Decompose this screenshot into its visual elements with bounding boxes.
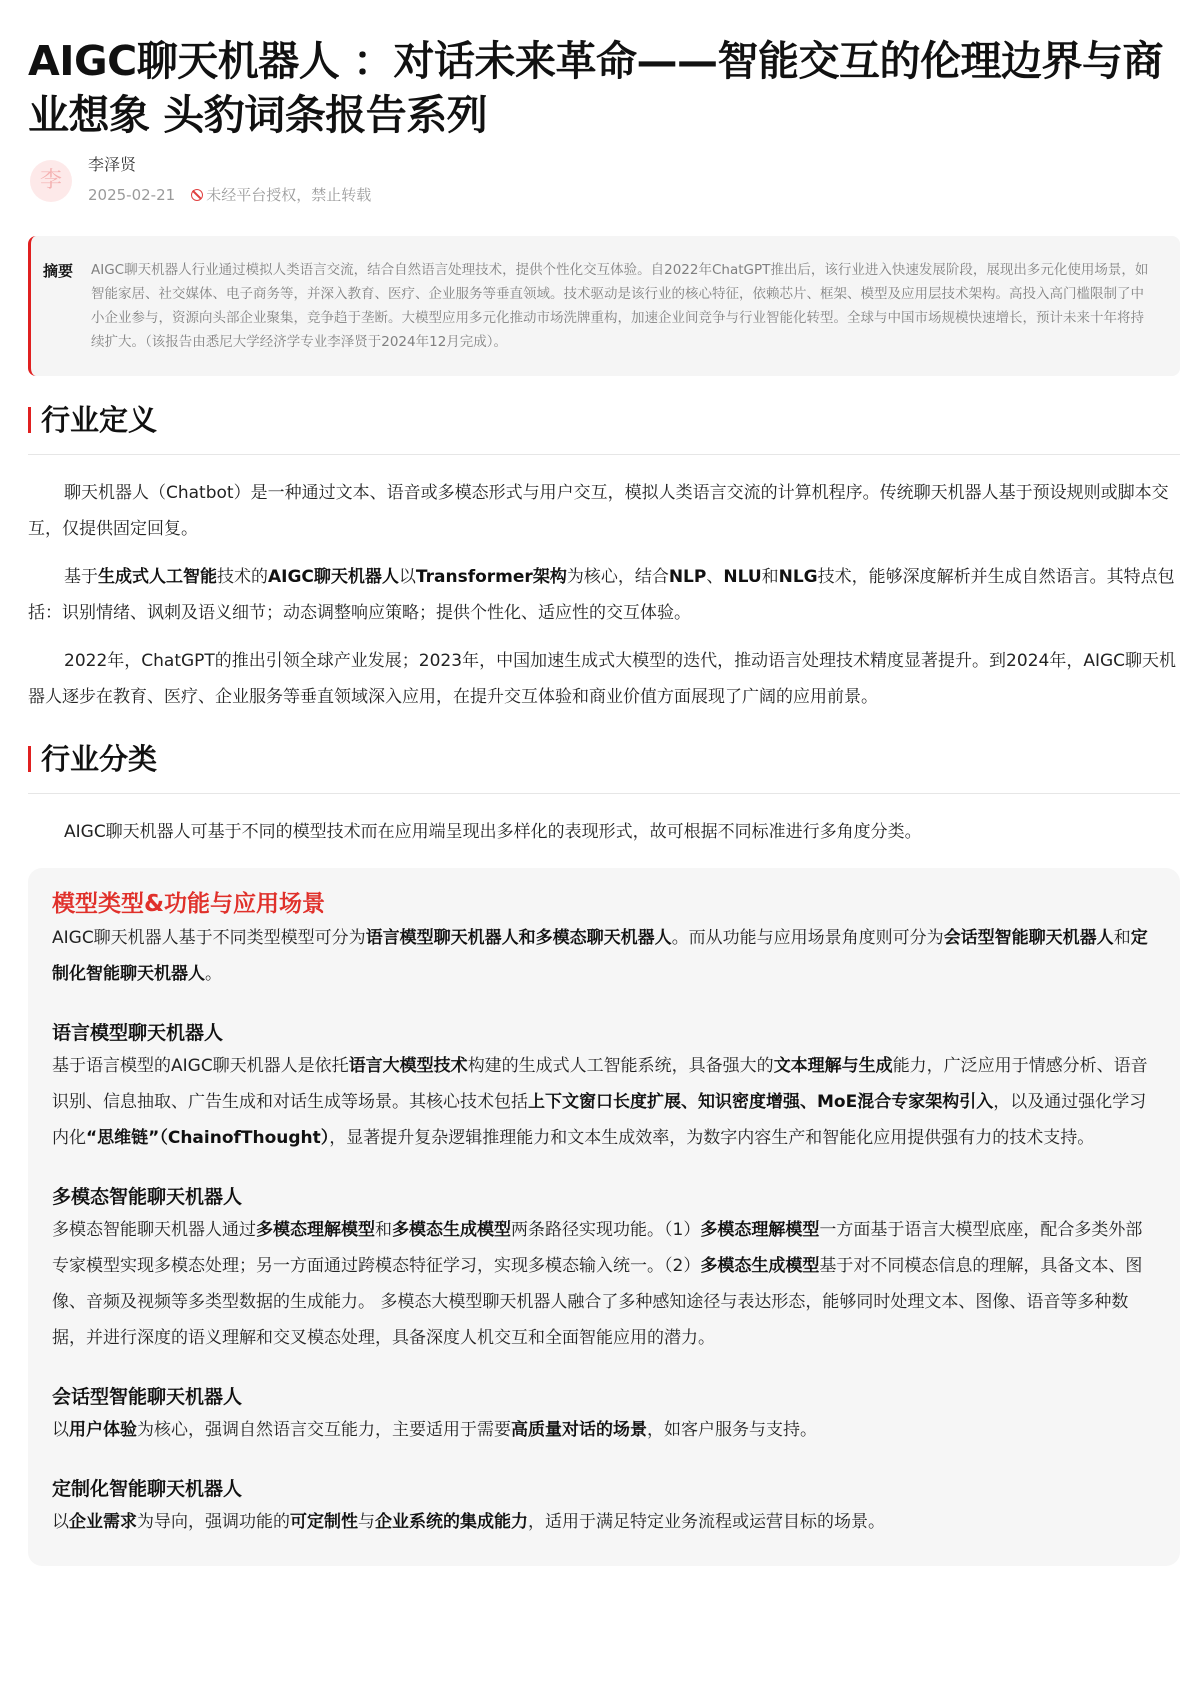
bold-text: NLU	[723, 567, 762, 587]
item-text	[52, 1048, 1156, 1156]
copyright-notice	[191, 184, 371, 205]
text-segment: AIGC聊天机器人基于不同类型模型可分为	[52, 928, 366, 948]
text-segment: 以	[52, 1420, 69, 1440]
bold-text: 文本理解与生成	[773, 1056, 893, 1076]
definition-body	[28, 475, 1180, 715]
text-segment: 以	[52, 1512, 69, 1532]
bold-text: NLP	[668, 567, 707, 587]
card-title: 模型类型&功能与应用场景	[52, 891, 326, 917]
text-segment: 技术的	[217, 567, 268, 587]
text-segment: 以	[398, 567, 416, 587]
classification-card	[28, 868, 1180, 1566]
article-title: AIGC聊天机器人 ：对话未来革命——智能交互的伦理边界与商业想象 头豹词条报告系列	[28, 37, 1163, 139]
text-segment: 两条路径实现功能。（1）	[511, 1220, 701, 1240]
text-segment: 基于	[64, 567, 98, 587]
ban-icon	[191, 189, 203, 201]
author-name[interactable]: 李泽贤	[88, 155, 137, 174]
text-segment: 一方面基于语言大模型底座，配合多类外部专家模型实现多模态处理；另一方面通过跨模态特征学习，实现多模态输入统一。（2）	[52, 1220, 1143, 1276]
section-title: 行业分类	[41, 742, 158, 776]
definition-paragraph-2	[28, 559, 1180, 631]
text-segment: 构建的生成式人工智能系统，具备强大的	[467, 1056, 774, 1076]
bold-text: “思维链”（ChainofThought）	[86, 1128, 330, 1148]
bold-text: Transformer架构	[415, 567, 567, 587]
article-meta	[88, 184, 371, 205]
bold-text: 语言模型聊天机器人和多模态聊天机器人	[365, 928, 672, 948]
text-segment: 和	[1113, 928, 1131, 948]
item-heading: 多模态智能聊天机器人	[52, 1186, 243, 1208]
bold-text: 高质量对话的场景	[511, 1420, 647, 1440]
summary-label: 摘要	[43, 262, 74, 280]
text-segment: ，显著提升复杂逻辑推理能力和文本生成效率，为数字内容生产和智能化应用提供强有力的技术支持。	[329, 1128, 1095, 1148]
text-segment: 与	[358, 1512, 375, 1532]
bold-text: NLG	[778, 567, 818, 587]
section-accent-bar	[28, 746, 31, 772]
card-intro	[52, 920, 1156, 992]
text-segment: 。	[205, 964, 222, 984]
item-heading: 会话型智能聊天机器人	[52, 1386, 243, 1408]
text-segment: 基于语言模型的AIGC聊天机器人是依托	[52, 1056, 349, 1076]
text-segment: 技术，能够深度解析并生成自然语言。其特点包括：识别情绪、讽刺及语义细节；动态调整响应策略；提供个性化、适应性的交互体验。	[28, 567, 1175, 623]
bold-text: 生成式人工智能	[98, 567, 217, 587]
text-segment: 和	[375, 1220, 392, 1240]
bold-text: 企业系统的集成能力	[375, 1512, 528, 1532]
item-text	[52, 1504, 1156, 1540]
text-segment: ，以及通过强化学习内化	[52, 1092, 1147, 1148]
section-heading-classification	[28, 741, 1180, 794]
bold-text: AIGC聊天机器人	[268, 567, 399, 587]
bold-text: 上下文窗口长度扩展、知识密度增强、MoE混合专家架构引入	[528, 1092, 994, 1112]
bold-text: 可定制性	[290, 1512, 358, 1532]
publish-date: 2025-02-21	[88, 185, 176, 204]
author-row	[28, 150, 1180, 220]
bold-text: 多模态生成模型	[700, 1256, 820, 1276]
text-segment: 为核心，强调自然语言交互能力，主要适用于需要	[137, 1420, 511, 1440]
summary-text: AIGC聊天机器人行业通过模拟人类语言交流，结合自然语言处理技术，提供个性化交互体验。自2022年ChatGPT推出后，该行业进入快速发展阶段，展现出多元化使用场景，如智能家居、社交媒体、电子商务等，并深入教育、医疗、企业服务等垂直领域。技术驱动是该行业的核心特征，依赖芯片、框架、模型及应用层技术架构。高投入高门槛限制了中小企业参与，资源向头部企业聚集，竞争趋于垄断。大模型应用多元化推动市场洗牌重构，加速企业间竞争与行业智能化转型。全球与中国市场规模快速增长，预计未来十年将持续扩大。（该报告由悉尼大学经济学专业李泽贤于2024年12月完成）。	[91, 262, 1149, 350]
bold-text: 多模态理解模型	[700, 1220, 820, 1240]
text-segment: 能力，广泛应用于情感分析、语音识别、信息抽取、广告生成和对话生成等场景。其核心技术包括	[52, 1056, 1148, 1112]
item-text	[52, 1212, 1156, 1356]
bold-text: 多模态理解模型	[256, 1220, 375, 1240]
item-text	[52, 1412, 1156, 1448]
bold-text: 多模态生成模型	[392, 1220, 511, 1240]
text-segment: ，适用于满足特定业务流程或运营目标的场景。	[528, 1512, 885, 1532]
item-heading: 定制化智能聊天机器人	[52, 1478, 243, 1500]
article-container	[28, 0, 1180, 1566]
definition-paragraph-1	[28, 475, 1180, 547]
bold-text: 语言大模型技术	[348, 1056, 468, 1076]
text-segment: ，如客户服务与支持。	[647, 1420, 817, 1440]
classification-intro: AIGC聊天机器人可基于不同的模型技术而在应用端呈现出多样化的表现形式，故可根据不同标准进行多角度分类。	[64, 822, 922, 842]
text-segment: 。而从功能与应用场景角度则可分为	[671, 928, 944, 948]
text-segment: 为导向，强调功能的	[137, 1512, 290, 1532]
copyright-text: 未经平台授权，禁止转载	[206, 186, 372, 204]
summary-box	[28, 236, 1180, 376]
text-segment: 为核心，结合	[566, 567, 669, 587]
section-heading-definition	[28, 402, 1180, 455]
text-segment: 聊天机器人（Chatbot）是一种通过文本、语音或多模态形式与用户交互，模拟人类语言交流的计算机程序。传统聊天机器人基于预设规则或脚本交互，仅提供固定回复。	[28, 483, 1169, 539]
definition-paragraph-3	[28, 643, 1180, 715]
text-segment: 和	[761, 567, 779, 587]
bold-text: 定制化智能聊天机器人	[52, 928, 1148, 984]
bold-text: 企业需求	[69, 1512, 137, 1532]
section-title: 行业定义	[41, 403, 158, 437]
text-segment: 2022年，ChatGPT的推出引领全球产业发展；2023年，中国加速生成式大模型的迭代，推动语言处理技术精度显著提升。到2024年，AIGC聊天机器人逐步在教育、医疗、企业服务等垂直领域深入应用，在提升交互体验和商业价值方面展现了广阔的应用前景。	[28, 651, 1177, 707]
text-segment: 多模态智能聊天机器人通过	[52, 1220, 256, 1240]
text-segment: 基于对不同模态信息的理解，具备文本、图像、音频及视频等多类型数据的生成能力。 多模态大模型聊天机器人融合了多种感知途径与表达形态，能够同时处理文本、图像、语音等多种数据，并进行深度的语义理解和交叉模态处理，具备深度人机交互和全面智能应用的潜力。	[52, 1256, 1143, 1348]
item-heading: 语言模型聊天机器人	[52, 1022, 224, 1044]
text-segment: 、	[706, 567, 724, 587]
avatar-icon[interactable]: 李	[30, 160, 72, 202]
section-accent-bar	[28, 407, 31, 433]
bold-text: 用户体验	[69, 1420, 137, 1440]
bold-text: 会话型智能聊天机器人	[943, 928, 1114, 948]
